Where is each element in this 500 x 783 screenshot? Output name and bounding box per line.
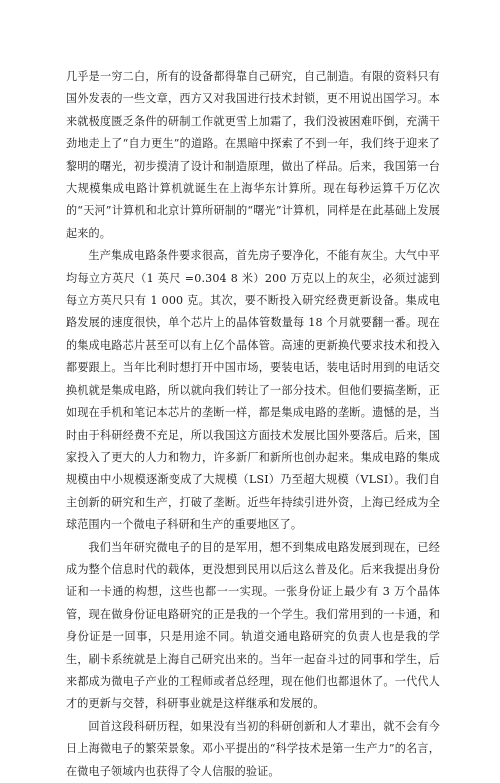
paragraph-3: 我们当年研究微电子的目的是军用，想不到集成电路发展到现在，已经成为整个信息时代的载体，更没想到民用以后这么普及化。后来我提出身份证和一卡通的构想，这些也都一一实现。一张身份证上最少有 3 万个晶体管，现在做身份证电路研究的正是我的一个学生。我们常用到的一卡通，和身份证是一回事，只是用途不同。轨道交通电路研究的负责人也是我的学生，刷卡系统就是上海自己研究出来的。当年一起奋斗过的同事和学生，后来都成为微电子产业的工程师或者总经理，现在他们也都退休了。一代代人才的更新与交替，科研事业就是这样继承和发展的。 — [66, 540, 440, 711]
paragraph-2: 生产集成电路条件要求很高，首先房子要净化，不能有灰尘。大气中平均每立方英尺（1 英尺 =0.304 8 米）200 万克以上的灰尘，必须过滤到每立方英尺只有 1 000 克。其次，要不断投入研究经费更新设备。集成电路发展的速度很快，单个芯片上的晶体管数量每 18 个月就要翻一番。现在的集成电路芯片甚至可以有上亿个晶体管。高速的更新换代要求技术和投入都要跟上。当年比利时想打开中国市场，要装电话，装电话时用到的电话交换机就是集成电路，所以就向我们转让了一部分技术。但他们要搞垄断，正如现在手机和笔记本芯片的垄断一样，都是集成电路的垄断。遗憾的是，当时由于科研经费不充足，所以我国这方面技术发展比国外要落后。后来，国家投入了更大的人力和物力，许多新厂和新所也创办起来。集成电路的集成规模由中小规模逐渐变成了大规模（LSI）乃至超大规模（VLSI）。我们自主创新的研究和生产，打破了垄断。近些年持续引进外资，上海已经成为全球范围内一个微电子科研和生产的重要地区了。 — [66, 249, 440, 532]
paragraph-4: 回首这段科研历程，如果没有当初的科研创新和人才辈出，就不会有今日上海微电子的繁荣景象。邓小平提出的“科学技术是第一生产力”的名言，在微电子领域内也获得了令人信服的验证。 — [66, 719, 440, 778]
document-page — [66, 66, 440, 778]
paragraph-1: 几乎是一穷二白，所有的设备都得靠自己研究，自己制造。有限的资料只有国外发表的一些文章，西方又对我国进行技术封锁，更不用说出国学习。本来就极度匮乏条件的研制工作就更雪上加霜了，我们没被困难吓倒，充满干劲地走上了“自力更生”的道路。在黑暗中探索了不到一年，我们终于迎来了黎明的曙光，初步摸清了设计和制造原理，做出了样品。后来，我国第一台大规模集成电路计算机就诞生在上海华东计算所。现在每秒运算千万亿次的“天河”计算机和北京计算所研制的“曙光”计算机，同样是在此基础上发展起来的。 — [66, 70, 440, 240]
